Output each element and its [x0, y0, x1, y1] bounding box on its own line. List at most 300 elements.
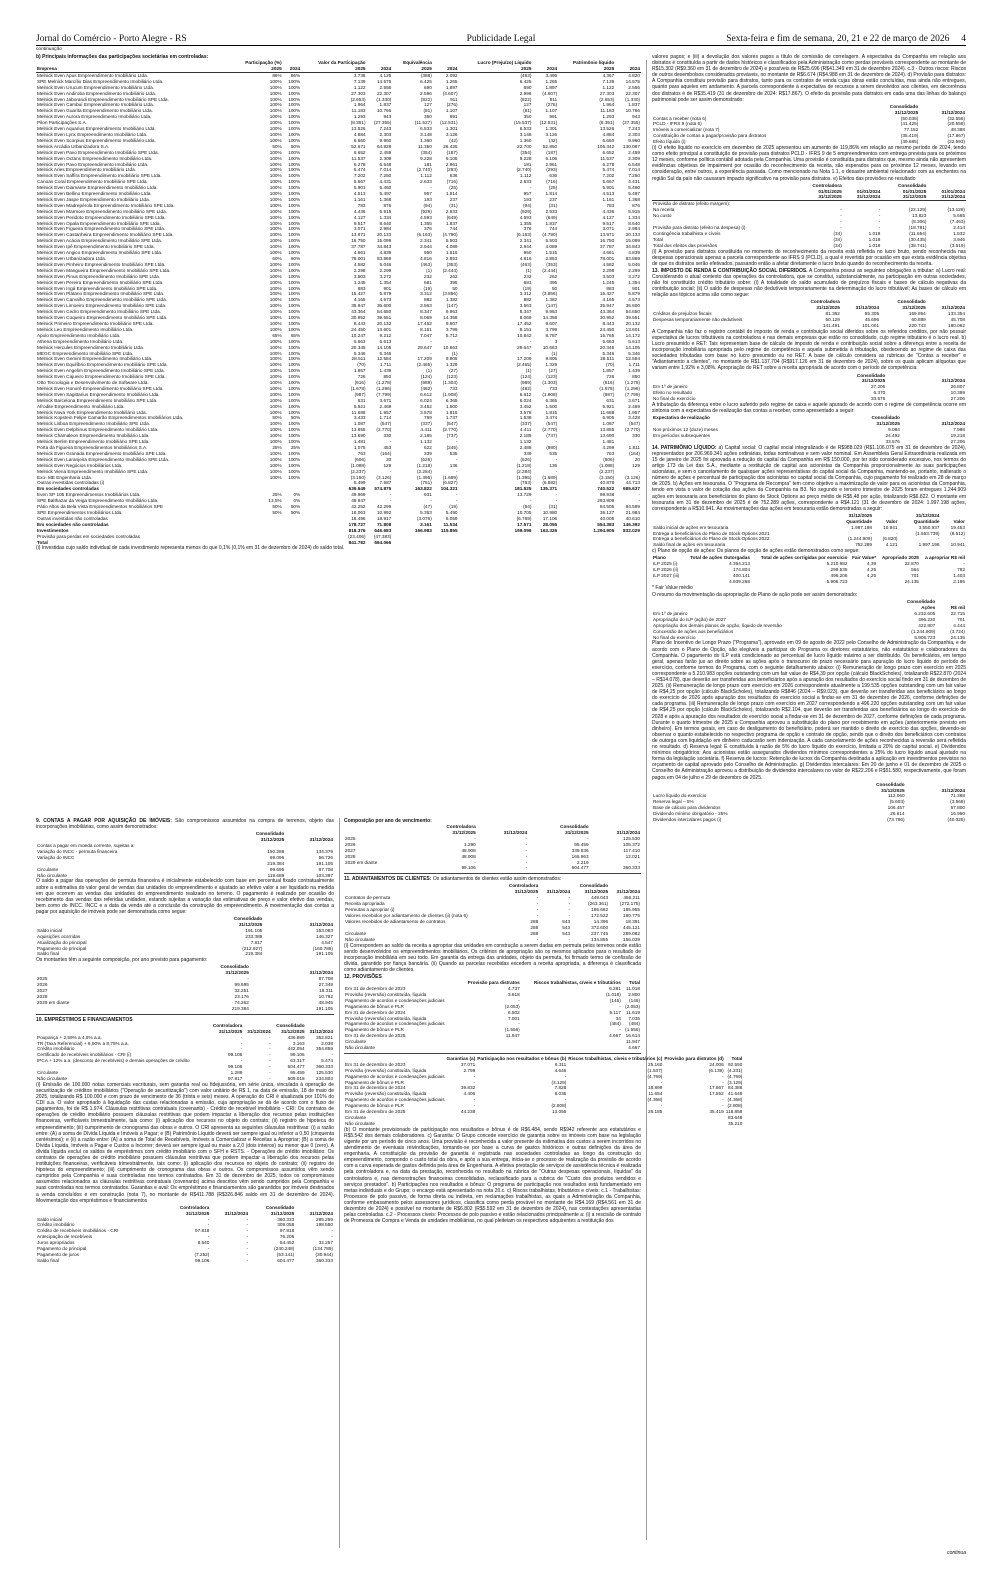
cell-value: Consolidado	[255, 831, 285, 837]
cell-value: 1.075	[353, 445, 366, 450]
cell-value: 1.737	[445, 415, 458, 421]
cell-value: 4.884	[353, 131, 366, 137]
cell-value: 100%	[288, 96, 301, 102]
cell-value: (23.406)	[348, 533, 366, 539]
cell-value: 901	[632, 285, 640, 291]
cell-value: 3.126	[545, 131, 558, 137]
cell-value: 4.513	[353, 191, 366, 197]
cell-value: 4.939.268	[729, 579, 750, 584]
cell-value: 191.105	[316, 860, 333, 866]
cell-value: 1.360	[420, 137, 432, 143]
cell-value: 883	[606, 285, 615, 291]
cell-value: 763	[357, 450, 366, 456]
cell-value: 31/12/2024	[927, 194, 966, 200]
cell-value: 1.368	[379, 196, 392, 202]
cell-value: (17.867)	[947, 133, 965, 139]
cell-value: 180.062	[948, 323, 965, 328]
cell-value: 11.537	[600, 155, 615, 161]
cell-value: 991	[449, 114, 458, 120]
cell-value: (94)	[523, 504, 532, 510]
cell-value: -	[660, 1103, 663, 1109]
cell-value: -	[269, 1034, 271, 1040]
cell-value: 92.550	[728, 1061, 743, 1067]
cell-value: -	[246, 1216, 249, 1222]
cell-value: 6.024	[519, 397, 532, 403]
cell-value: 11.018	[626, 985, 640, 991]
cell-value: 105.372	[623, 841, 640, 847]
cell-value: -	[555, 468, 558, 474]
cell-value: 100%	[269, 96, 282, 102]
sec9-after: Os montantes têm a seguinte composição, por ano previsto para pagamento:	[36, 957, 208, 964]
cell-value: 181	[423, 161, 432, 167]
cell-value: -	[518, 1021, 520, 1027]
cell-value: 9.607	[445, 320, 458, 326]
cell-value: 100%	[269, 226, 282, 232]
cell-value: -	[963, 561, 965, 567]
cell-value: 100%	[269, 149, 282, 155]
cell-value: 1.122	[353, 84, 366, 90]
cell-value: (1.088)	[599, 462, 615, 468]
cell-value: 100%	[269, 374, 282, 380]
cell-value: 100%	[269, 309, 282, 315]
cell-value: 883	[357, 285, 366, 291]
cell-value: 1.107	[545, 108, 558, 114]
cell-value: 44.238	[460, 1109, 476, 1115]
row-label: Crédito imobiliário	[37, 1046, 75, 1052]
cell-value: 395	[549, 279, 558, 285]
cell-value: 115.855	[440, 527, 458, 533]
cell-value: -	[473, 1079, 476, 1085]
cell-value: 95.459	[290, 1070, 305, 1076]
cell-value: 100%	[288, 409, 301, 415]
cell-value: (47.383)	[373, 533, 392, 539]
cell-value: (12.531)	[539, 120, 558, 126]
row-label: No final do exercício	[653, 634, 696, 640]
cell-value: 9.084	[888, 427, 900, 433]
row-label: Circulante	[345, 930, 367, 936]
newspaper-name: Jornal do Comércio - Porto Alegre - RS	[36, 34, 187, 44]
cell-value: 20	[386, 456, 392, 462]
cell-value: 3.578	[420, 409, 432, 415]
cell-value: 701	[957, 616, 965, 622]
cell-value: Total	[629, 980, 640, 986]
cell-value: 127	[523, 102, 532, 108]
row-label: Não circulante	[37, 872, 67, 878]
cell-value: 740.522	[597, 486, 615, 492]
row-label: Melnick Even Opala Empreendimento Imobiliário SPE Ltda.	[37, 220, 161, 226]
row-label: Melnick Even Pereira Empreendimento Imobiliário SPE Ltda.	[37, 279, 164, 285]
cell-value: 496.206	[830, 573, 848, 579]
cell-value: 20.133	[376, 232, 392, 238]
row-label: Melnick Even Limoeiro Empreendimento Imobiliário SPE Ltda.	[37, 303, 167, 309]
cell-value: 646.683	[374, 527, 392, 533]
cell-value: 37.787	[599, 244, 615, 250]
row-label: Melnick Lisboa Empreendimento Imobiliário SPE Ltda.	[37, 421, 151, 427]
cell-value: (929)	[520, 208, 532, 214]
row-label: Melnick Even Urbanizadora Ltda.	[37, 256, 107, 261]
cell-value: 100%	[269, 202, 282, 208]
cell-value: (124)	[420, 374, 432, 380]
cell-value: 181	[523, 161, 532, 167]
row-label: Melnick Even Sagittarius Empreendimento Imobiliário Ltda.	[37, 391, 160, 397]
table-row	[344, 865, 641, 871]
cell-value: (3.519)	[950, 242, 965, 248]
cell-value: 100%	[269, 450, 282, 456]
cell-value: 100%	[269, 114, 282, 120]
cell-value: 288	[530, 930, 539, 936]
cell-value: 27.303	[351, 90, 366, 96]
row-label: Melnick Even Aquarius Empreendimento Imobiliário Ltda.	[37, 126, 156, 132]
row-label: Entrega a beneficiários do Plano de Stock Options 2021	[653, 530, 770, 536]
cell-value: 3.550.937	[918, 524, 940, 530]
cell-value: (1)	[451, 350, 458, 356]
row-label: Despesas temporariamente não dedutíveis	[653, 317, 743, 323]
row-label: Pagamento de acordos e condenações judiciais	[345, 1073, 445, 1079]
cell-value: (1.678)	[599, 385, 615, 391]
cell-value: 100%	[288, 114, 301, 120]
cell-value: 1.360	[519, 137, 532, 143]
cell-value: 1.957	[379, 409, 392, 415]
row-label: Melnick Even Castanheira Empreendimento Imobiliário SPE Ltda.	[37, 232, 174, 238]
cell-value: 543	[562, 930, 571, 936]
row-label: Melnick Aries Empreendimento Imobiliário Ltda.	[37, 167, 137, 173]
cell-value: Equivalência	[403, 60, 432, 66]
cell-value: 31/12/2025	[902, 305, 926, 311]
cell-value: 100%	[288, 285, 301, 291]
cell-value: 27.206	[950, 396, 965, 402]
cell-value: 190.775	[623, 912, 640, 918]
cell-value: 850	[383, 374, 392, 380]
cell-value: (547)	[546, 421, 558, 427]
cell-value: 1.265	[445, 78, 458, 84]
options-note: * Fair Value médio	[652, 584, 693, 591]
cell-value: 701	[911, 573, 919, 579]
row-label: Melnick Even Aurora Empreendimento Imobiliário Ltda.	[37, 114, 152, 120]
cell-value: 1.957	[628, 409, 640, 415]
cell-value: -	[568, 907, 571, 913]
cell-value: 1.290	[464, 841, 476, 847]
row-label: Em sociedades controladas	[37, 486, 100, 492]
cell-value: 6.425	[420, 78, 432, 84]
cell-value: 50%	[290, 415, 301, 421]
cell-value: (7.463)	[950, 219, 965, 225]
cell-value: 2024	[433, 66, 459, 72]
cell-value: 20.345	[351, 344, 366, 350]
cell-value: 3.799	[545, 326, 558, 332]
cell-value: 100%	[288, 385, 301, 391]
cell-value: 2.303	[379, 131, 392, 137]
row-label: Outras investidas não controladas	[37, 515, 108, 521]
cell-value: 7.001	[508, 1015, 520, 1021]
cell-value: (2.444)	[542, 267, 558, 273]
cell-value: 2.298	[353, 267, 366, 273]
cell-value: 2.984	[379, 226, 392, 232]
cell-value: 14.358	[542, 315, 558, 321]
cell-value: (1.296)	[376, 385, 392, 391]
cell-value: 84.505	[599, 504, 615, 510]
cell-value: 100%	[269, 131, 282, 137]
cell-value: (484)	[629, 1021, 640, 1027]
cell-value: 1.382	[545, 297, 558, 303]
cell-value: -	[269, 1075, 271, 1081]
cell-value: 100%	[269, 185, 282, 191]
movement-table	[652, 599, 966, 640]
cell-value: 42.252	[351, 504, 366, 510]
cell-value: 48.945	[318, 999, 333, 1005]
cell-value: 100%	[269, 261, 282, 267]
cell-value: 5.667	[602, 179, 615, 185]
cell-value: 31/12/2024	[309, 837, 333, 843]
cell-value: 1.897	[545, 84, 558, 90]
cell-value: (187)	[446, 149, 458, 155]
cell-value: (7.252)	[194, 1251, 210, 1257]
cell-value: (35.419)	[900, 133, 919, 139]
cell-value: (6.163)	[516, 232, 532, 238]
cell-value: 67.800	[950, 805, 965, 811]
cell-value: 100%	[288, 167, 301, 173]
cell-value: 22.307	[625, 90, 640, 96]
cell-value: (27)	[548, 368, 558, 374]
row-label: Melnick Even Mangueira Empreendimento Imobiliário SPE Ltda.	[37, 267, 171, 273]
cell-value: 1.293	[353, 114, 366, 120]
row-label: Variação do INCC - permuta financeira	[37, 848, 118, 854]
cell-value: -	[331, 1052, 333, 1058]
cell-value: 48.908	[461, 847, 476, 853]
cell-value: 1.161	[353, 196, 366, 202]
row-label: Melnick Even Equilíbrio Empreendimento Imobiliário SPE Ltda.	[37, 362, 168, 368]
cell-value: 01/01/2024	[941, 188, 965, 194]
row-label: Investimentos	[37, 527, 69, 533]
cell-value: 4.121	[885, 542, 898, 548]
cell-value: 5.901	[602, 185, 615, 191]
cell-value: 100%	[288, 261, 301, 267]
cell-value: 26.185	[648, 1109, 663, 1115]
cell-value: 3.474	[545, 415, 558, 421]
cell-value: (737)	[446, 433, 458, 439]
cell-value: 1.018	[868, 242, 881, 248]
options-table	[652, 555, 966, 585]
cell-value: 436.889	[287, 1034, 305, 1040]
cell-value: 1.964	[602, 102, 615, 108]
cell-value: 99.106	[461, 865, 476, 871]
cell-value: 1.964	[353, 102, 366, 108]
row-label: No final do exercício	[653, 396, 696, 402]
cell-value: 957	[423, 191, 432, 197]
cell-value: 31/12/2025	[225, 970, 249, 976]
row-label: Melnick Even Octans Empreendimento Imobiliário Ltda.	[37, 155, 153, 161]
cell-value: (146)	[609, 997, 621, 1003]
cell-value: 293.809	[597, 498, 615, 504]
cell-value: 4.436	[602, 208, 615, 214]
row-label: 2029 em diante	[37, 999, 70, 1005]
cell-value: 50%	[272, 415, 282, 421]
cell-value: 97.817	[227, 1075, 243, 1081]
cell-value: (1.537)	[647, 1067, 663, 1073]
cell-value: (293)	[546, 167, 558, 173]
sec10-movement-table	[36, 1205, 334, 1264]
cell-value: 2.303	[628, 131, 640, 137]
cell-value: 100%	[269, 137, 282, 143]
cell-value: 31/12/2025	[795, 194, 843, 200]
cell-value: 163.326	[540, 527, 558, 533]
cell-value: 1.897	[445, 84, 458, 90]
cell-value: 9.960	[379, 137, 392, 143]
cell-value: 4.737	[508, 985, 520, 991]
row-label: Constituição de contas a pagar/provisão para distratos	[653, 133, 767, 139]
cell-value: 78.001	[599, 256, 615, 261]
cell-value: 100%	[269, 368, 282, 374]
cell-value: 2.853	[545, 256, 558, 261]
cell-value: (989)	[420, 380, 432, 386]
cell-value: 100%	[269, 421, 282, 427]
cell-value: 29.647	[517, 344, 532, 350]
cell-value: 7.988	[953, 427, 965, 433]
cell-value: 14.575	[625, 78, 640, 84]
cell-value: -	[840, 207, 842, 213]
row-label: Melnick Even Guarita Empreendimento Imobiliário Ltda.	[37, 108, 153, 114]
cell-value: 50%	[290, 509, 301, 515]
cell-value: -	[555, 439, 558, 445]
cell-value: (3.076)	[416, 515, 432, 521]
cell-value: 5.901	[353, 185, 366, 191]
cell-value: 22.307	[376, 90, 392, 96]
cell-value: 31/12/2025	[281, 1028, 305, 1034]
cell-value: 769	[423, 415, 432, 421]
cell-value: 5.921	[602, 403, 615, 409]
cell-value: 71.368	[950, 793, 965, 799]
cell-value: 4.667	[628, 1045, 640, 1051]
cell-value: 16.750	[351, 238, 366, 244]
cell-value: Consolidado	[856, 372, 886, 378]
cell-value: (482)	[420, 385, 432, 391]
cell-value: 991	[549, 114, 558, 120]
cell-value: (94)	[423, 202, 432, 208]
row-label: Antecipação de recebíveis	[37, 1234, 92, 1240]
cell-value: 10.766	[625, 108, 640, 114]
row-label: Pagamento de bônus e PLR	[345, 1079, 404, 1085]
cell-value: (34)	[833, 242, 842, 248]
cell-value: 100%	[288, 84, 301, 90]
cell-value: Consolidado	[871, 415, 900, 421]
cell-value: 100%	[288, 433, 301, 439]
cell-value: Consolidado	[265, 1204, 295, 1210]
cell-value: 2024	[367, 66, 393, 72]
cell-value: 135.371	[540, 486, 558, 492]
row-label: Exo- ME Engenharia Ltda.	[37, 474, 92, 480]
cell-value: 5.503	[545, 238, 558, 244]
cell-value: 4,25	[866, 573, 877, 579]
distratos-effect-text: (i) O efeito líquido no exercício em dezembro de 2025 apresentou um aumento de 119,86% em relação ao mesmo período de 2024, tendo como efeito principal a constituição de provisão para distratos PCLD - IFRS 9 de 5 empreendimentos com entrega prevista para os próximos 12 meses, conforme política contábil adotada pela Companhia. Uma provisão é constituída para distratos que, mesmo ainda não apresentem evidências objetivas de impairment por ocasião do reconhecimento da receita, são esperados para os próximos 12 meses, levando em consideração, entre outros, a experiência passada. Como mencionado na Nota 1.1, o desastre ambiental relacionado com as enchentes na região Sul da país não causaram impacto significativo na provisão para distratos. e) Efeitos das provisões no resultado	[652, 145, 966, 182]
cell-value: (276)	[446, 102, 458, 108]
cell-value: (547)	[629, 421, 640, 427]
cell-value: 2.185	[953, 579, 965, 584]
cell-value: 10.992	[376, 509, 392, 515]
cell-value: 48.908	[461, 853, 476, 859]
cell-value: 850	[632, 374, 640, 380]
cell-value: 6.278	[353, 161, 366, 167]
row-label: SPE Empreendimentos Imobiliários Ltda.	[37, 509, 123, 515]
cell-value: 83.648	[728, 1115, 743, 1120]
cell-value: 87.708	[318, 866, 333, 872]
cell-value: (751)	[420, 480, 432, 486]
cell-value: 6.024	[420, 397, 432, 403]
cell-value: 99.695	[269, 866, 285, 872]
row-label: Melnick Even Gemini Empreendimento Imobiliário Ltda.	[37, 356, 153, 362]
cell-value: 5.460	[628, 185, 640, 191]
cell-value: (20.558)	[947, 121, 965, 127]
cell-value: -	[246, 1234, 249, 1240]
row-label: Saldo final	[37, 951, 59, 957]
cell-value: 3.503	[353, 273, 366, 279]
cell-value: 27.349	[318, 982, 333, 988]
options-text: c) Plano de opção de ações: Os planos de opção de ações estão demonstrados como segue:	[652, 548, 860, 555]
cell-value: 13.855	[599, 427, 615, 433]
cell-value: 100%	[288, 297, 301, 303]
cell-value: 639.649	[348, 486, 366, 492]
sec11-table	[344, 883, 641, 942]
cell-value: -	[619, 1027, 621, 1033]
row-label: Variação do INCC	[37, 854, 75, 860]
cell-value: -	[455, 468, 458, 474]
cell-value: 100%	[288, 374, 301, 380]
cell-value: 100%	[269, 315, 282, 321]
cell-value: 01/01/2025	[818, 188, 842, 194]
cell-value: 3.071	[353, 226, 366, 232]
cell-value: 1.107	[445, 108, 458, 114]
cell-value: 950	[423, 250, 432, 256]
cell-value: 943	[632, 114, 640, 120]
cell-value: 101.001	[862, 323, 880, 328]
cell-value: 4.816	[519, 256, 532, 261]
cell-value: 10.766	[376, 108, 392, 114]
cell-value: 509.018	[287, 1075, 305, 1081]
cell-value: a apropriar R$ mil	[925, 555, 965, 561]
cell-value: 193	[423, 196, 432, 202]
cell-value: -	[246, 1246, 249, 1252]
row-label: Plano	[653, 555, 666, 561]
expectation-table	[652, 415, 966, 445]
cell-value: -	[529, 185, 532, 191]
cell-value: (2.053)	[504, 1003, 520, 1009]
row-label: 2027	[37, 988, 48, 994]
row-label: Base de cálculo para dividendos	[653, 805, 721, 811]
cell-value: 22.700	[517, 143, 532, 149]
row-label: Melnick Chamaleon Empreendimento Imobiliário Ltda.	[37, 433, 150, 439]
cell-value: 11.537	[351, 155, 366, 161]
cell-value: (2.465)	[416, 362, 432, 368]
cell-value: -	[536, 895, 539, 901]
cell-value: 360.333	[623, 865, 640, 871]
cell-value: (987)	[603, 391, 615, 397]
cell-value: 25.160	[648, 1061, 663, 1067]
cell-value: 2.633	[519, 179, 532, 185]
cell-value: 13.601	[625, 326, 640, 332]
cell-value: 15.099	[376, 238, 392, 244]
cell-value: 31/12/2025	[238, 921, 263, 927]
cell-value: 100%	[288, 120, 301, 126]
cell-value: 31/12/2024	[941, 305, 965, 311]
cell-value: 20.132	[376, 320, 392, 326]
cell-value: 9.963	[445, 309, 458, 315]
cell-value: 456.211	[623, 895, 640, 901]
row-label: Melnick Even Pavo Empreendimento Imobiliário Ltda.	[37, 161, 149, 167]
row-label: Créditos de prejuízos fiscais	[653, 311, 712, 317]
cell-value: 1.837	[379, 102, 392, 108]
cell-value: 100%	[288, 309, 301, 315]
cell-value: 9.517	[353, 220, 366, 226]
tax-text: A Companhia possui as seguintes obrigações a tributar: a) Lucro real: Considerando o atual contexto das operações da controladora, que se constitui, substancialmente, na participação em outras sociedades, não foi constituído crédito tributário sobre: (i) A totalidade do saldo acumulado de prejuízos fiscais e bases de cálculo negativas da contribuição social; (ii) O saldo de despesas não dedutíveis temporariamente na determinação do lucro tributável; As bases de cálculo em relação aos tópicos acima são como segue:	[652, 267, 966, 299]
cell-value: 100%	[269, 220, 282, 226]
